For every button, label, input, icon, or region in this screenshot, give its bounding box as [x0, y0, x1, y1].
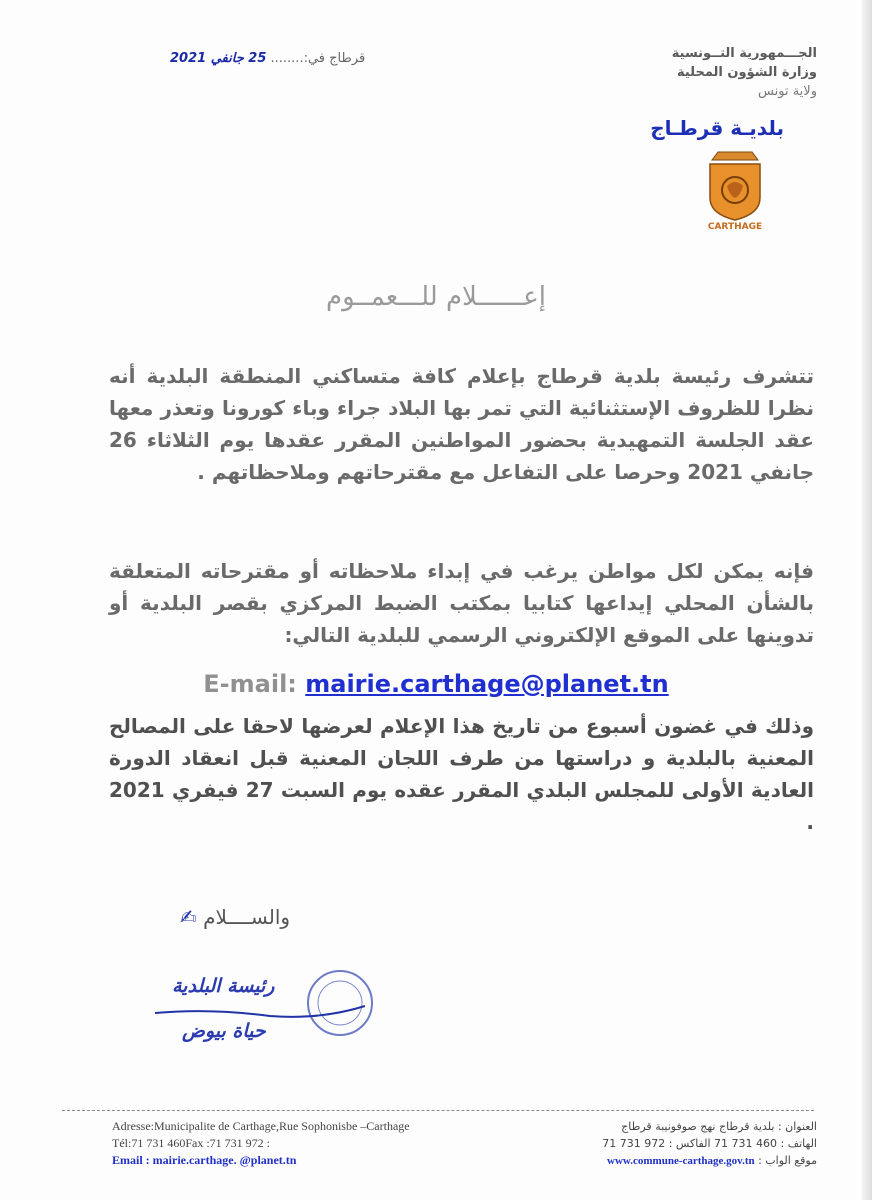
- closing-greeting: [180, 905, 290, 929]
- footer-phone-fr: Tél:71 731 460Fax :71 731 972 :: [112, 1136, 270, 1150]
- email-link[interactable]: mairie.carthage@planet.tn: [305, 670, 669, 698]
- paragraph-deadline: وذلك في غضون أسبوع من تاريخ هذا الإعلام لعرضها لاحقا على المصالح المعنية بالبلدية و دراستها من طرف اللجان المعنية قبل انعقاد الدورة العادية الأولى للمجلس البلدي المقرر عقده يوم السبت 27 فيفري 2021 .: [109, 714, 814, 834]
- letterhead: [557, 44, 817, 101]
- handwritten-date: 25 جانفي 2021: [170, 51, 267, 66]
- footer-website-label: موقع الواب :: [758, 1154, 817, 1167]
- footer-address-ar: العنوان : بلدية قرطاج نهج صوفونيبة قرطاج: [621, 1120, 817, 1133]
- signature-name: حياة بيوض: [182, 1020, 266, 1042]
- email-line: [0, 670, 872, 698]
- date-prefix: قرطاج في:........: [270, 51, 366, 66]
- footer-contact-fr: [112, 1118, 410, 1169]
- initial-mark: ✍: [180, 905, 197, 929]
- footer-website-link[interactable]: www.commune-carthage.gov.tn: [607, 1155, 755, 1167]
- page-edge: [862, 0, 872, 1200]
- greeting-text: والســــلام: [203, 905, 291, 929]
- notice-title: إعــــــلام للـــعمــوم: [325, 282, 547, 312]
- paragraph-intro: تتشرف رئيسة بلدية قرطاج بإعلام كافة متساكني المنطقة البلدية أنه نظرا للظروف الإستثنائية التي تمر بها البلاد جراء وباء كورونا وتعذر معها عقد الجلسة التمهيدية بحضور المواطنين المقرر عقدها يوم الثلاثاء 26 جانفي 2021 وحرصا على التفاعل مع مقترحاتهم وملاحظاتهم .: [109, 364, 814, 484]
- date-line: [170, 51, 365, 66]
- footer-phone-ar: الهاتف : 460 731 71 الفاكس : 972 731 71: [602, 1137, 817, 1150]
- email-label: E-mail:: [203, 670, 297, 698]
- footer-website-row: [517, 1152, 817, 1170]
- footer-address-fr: Adresse:Municipalite de Carthage,Rue Sophonisbe –Carthage: [112, 1119, 410, 1133]
- signature-stamp: [150, 958, 380, 1058]
- footer-email-fr[interactable]: Email : mairie.carthage. @planet.tn: [112, 1153, 297, 1167]
- footer-contact-ar: [517, 1118, 817, 1170]
- carthage-logo: [700, 148, 770, 230]
- governorate-name: ولاية تونس: [758, 84, 817, 99]
- footer-divider: [62, 1110, 814, 1111]
- ministry-name: وزارة الشؤون المحلية: [676, 65, 817, 80]
- signature-title: رئيسة البلدية: [172, 975, 275, 997]
- municipality-name: بلديـة قرطـاج: [650, 116, 784, 140]
- paragraph-instructions: فإنه يمكن لكل مواطن يرغب في إبداء ملاحظاته أو مقترحاته المتعلقة بالشأن المحلي إيداعها كتابيا بمكتب الضبط المركزي بقصر البلدية أو تدوينها على الموقع الإلكتروني الرسمي للبلدية التالي:: [109, 559, 814, 647]
- svg-text:CARTHAGE: CARTHAGE: [707, 222, 763, 230]
- country-name: الجـــمهورية التــونسية: [671, 46, 817, 61]
